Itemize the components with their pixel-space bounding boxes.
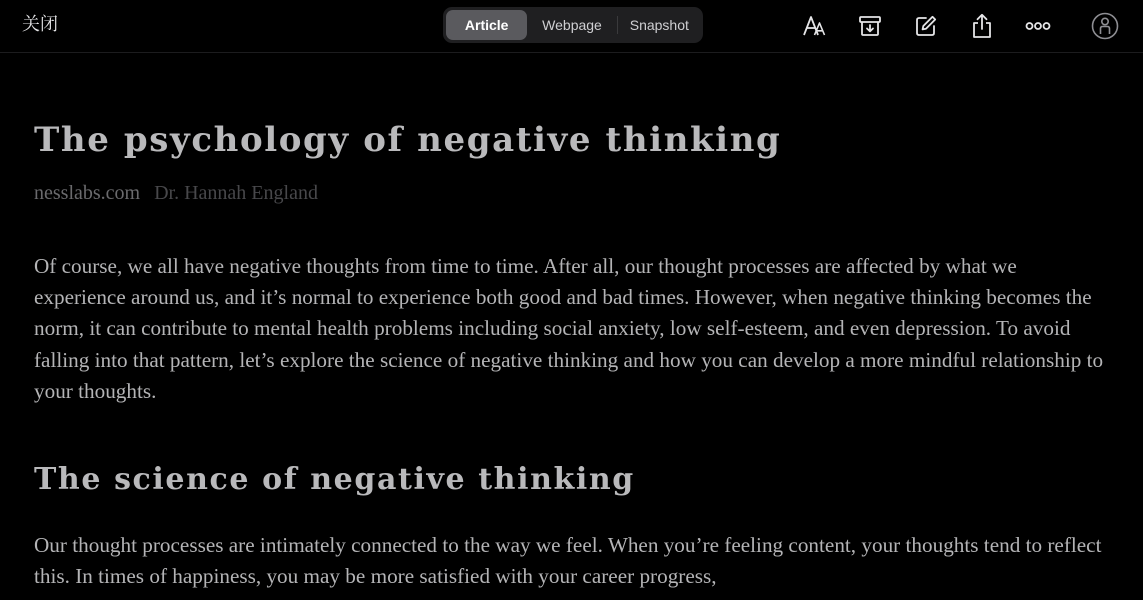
- article-title: The psychology of negative thinking: [34, 120, 782, 160]
- account-icon: [1091, 12, 1119, 40]
- text-size-icon: [802, 14, 828, 38]
- archive-button[interactable]: [856, 12, 884, 40]
- section-heading: The science of negative thinking: [34, 462, 635, 497]
- text-size-button[interactable]: [801, 12, 829, 40]
- more-icon: [1025, 21, 1051, 31]
- share-icon: [970, 13, 994, 39]
- article-paragraph: Our thought processes are intimately connected to the way we feel. When you’re feeling content, your thoughts tend to reflect this. In times of happiness, you may be more satisfied with your career progress,: [34, 533, 1102, 589]
- tab-article[interactable]: Article: [446, 10, 527, 40]
- view-mode-segmented-control: [443, 7, 703, 43]
- top-toolbar: [0, 0, 1143, 53]
- close-button[interactable]: 关闭: [22, 14, 58, 35]
- article-paragraph: Of course, we all have negative thoughts from time to time. After all, our thought processes are affected by what we experience around us, and it’s normal to experience both good and bad times. However, when negative thinking becomes the norm, it can contribute to mental health problems including social anxiety, low self-esteem, and even depression. To avoid falling into that pattern, let’s explore the science of negative thinking and how you can develop a more mindful relationship to your thoughts.: [34, 254, 1104, 403]
- article-site[interactable]: nesslabs.com: [34, 182, 141, 204]
- share-button[interactable]: [968, 12, 996, 40]
- edit-button[interactable]: [912, 12, 940, 40]
- archive-icon: [858, 14, 882, 38]
- article-author: Dr. Hannah England: [154, 182, 318, 204]
- more-button[interactable]: [1024, 12, 1052, 40]
- article-meta: [34, 182, 318, 205]
- tab-webpage[interactable]: Webpage: [542, 17, 602, 33]
- account-button[interactable]: [1090, 11, 1120, 41]
- tab-snapshot[interactable]: Snapshot: [629, 17, 689, 33]
- edit-icon: [914, 14, 938, 38]
